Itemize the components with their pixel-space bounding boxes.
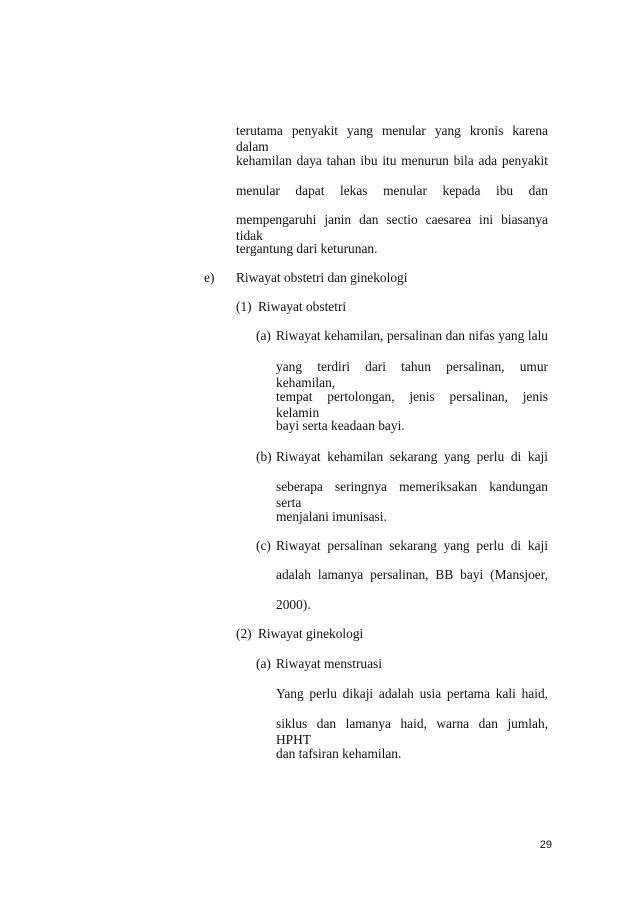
subsection-heading: Riwayat ginekologi (258, 626, 364, 641)
paragraph-line: kehamilan daya tahan ibu itu menurun bila ada penyakit (236, 153, 548, 168)
list-item-line: seberapa seringnya memeriksakan kandungan serta (276, 479, 548, 510)
subsection-marker: (2) (236, 626, 252, 641)
paragraph-line: mempengaruhi janin dan sectio caesarea ini biasanya tidak (236, 212, 548, 243)
list-item-line: yang terdiri dari tahun persalinan, umur kehamilan, (276, 359, 548, 390)
paragraph-line: menular dapat lekas menular kepada ibu dan (236, 183, 548, 198)
list-item-line: 2000). (276, 597, 311, 612)
list-item-line: menjalani imunisasi. (276, 509, 387, 524)
list-item-marker: (a) (256, 328, 271, 343)
list-item-line: adalah lamanya persalinan, BB bayi (Mansjoer, (276, 567, 548, 582)
list-item-line: dan tafsiran kehamilan. (276, 746, 402, 761)
paragraph-line: tergantung dari keturunan. (236, 241, 378, 256)
list-item-line: siklus dan lamanya haid, warna dan jumlah, HPHT (276, 716, 548, 747)
subsection-heading: Riwayat obstetri (258, 299, 347, 314)
list-item-line: tempat pertolongan, jenis persalinan, jenis kelamin (276, 389, 548, 420)
list-item-line: bayi serta keadaan bayi. (276, 418, 405, 433)
list-item-line: Yang perlu dikaji adalah usia pertama kali haid, (276, 686, 548, 701)
section-heading: Riwayat obstetri dan ginekologi (236, 270, 408, 285)
list-item-line: Riwayat kehamilan, persalinan dan nifas yang lalu (276, 328, 548, 343)
list-item-title: Riwayat menstruasi (276, 656, 382, 671)
list-item-marker: (a) (256, 656, 271, 671)
list-item-line: Riwayat kehamilan sekarang yang perlu di kaji (276, 449, 548, 464)
list-item-marker: (b) (256, 449, 272, 464)
list-item-marker: (c) (256, 538, 271, 553)
paragraph-line: terutama penyakit yang menular yang kronis karena dalam (236, 123, 548, 154)
section-marker: e) (204, 270, 215, 285)
list-item-line: Riwayat persalinan sekarang yang perlu di kaji (276, 538, 548, 553)
subsection-marker: (1) (236, 299, 252, 314)
page-number: 29 (539, 839, 552, 851)
